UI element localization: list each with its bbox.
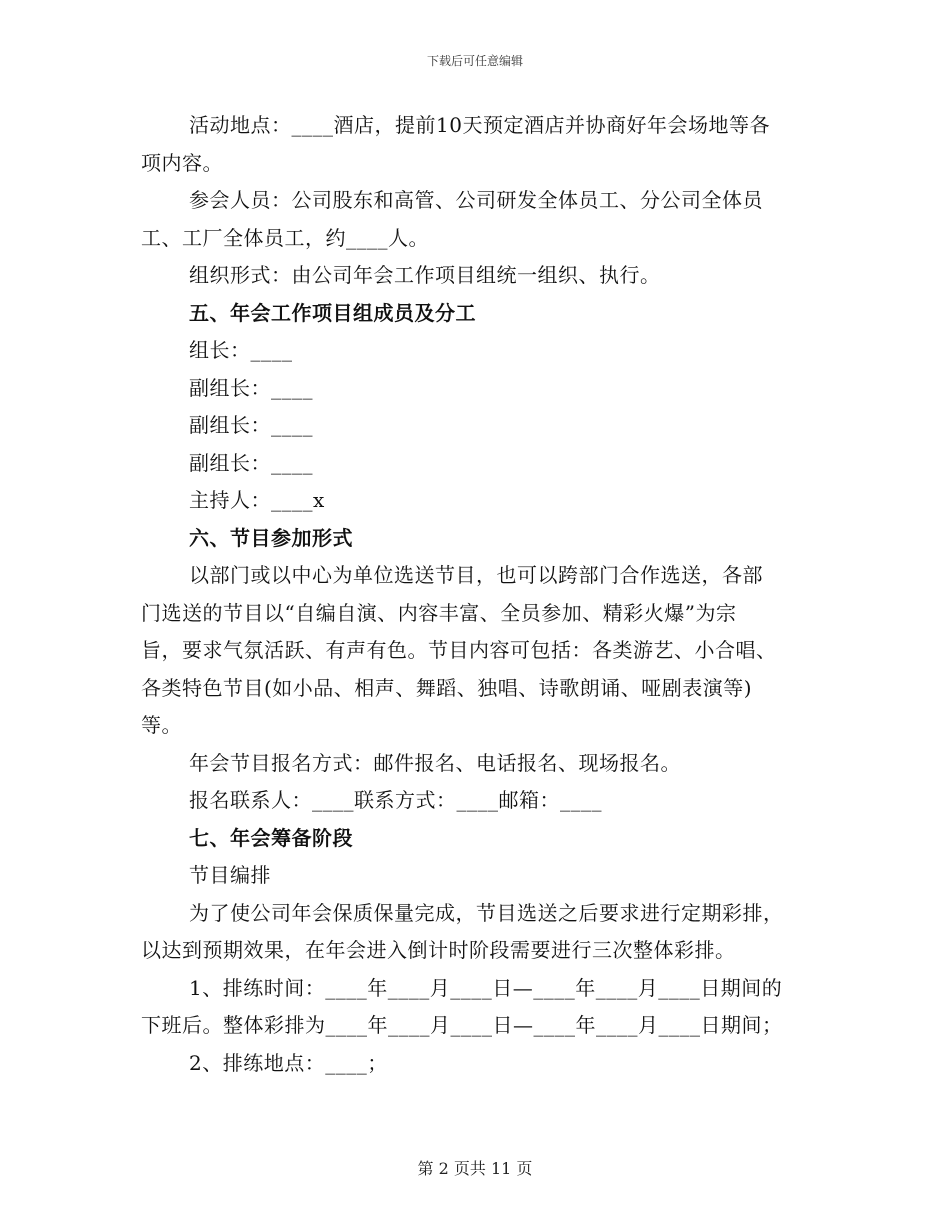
signup-contact-line: 报名联系人：____联系方式：____邮箱：____ — [189, 788, 602, 812]
deputy-leader-line-2: 副组长：____ — [189, 413, 313, 437]
venue-line-1: 活动地点：____酒店，提前10天预定酒店并协商好年会场地等各 — [189, 113, 770, 137]
rehearsal-time-line-2: 下班后。整体彩排为____年____月____日—____年____月____日期间； — [141, 1013, 783, 1037]
rehearsal-intro-line-2: 以达到预期效果，在年会进入倒计时阶段需要进行三次整体彩排。 — [141, 938, 736, 962]
page-header: 下载后可任意编辑 — [426, 54, 523, 68]
venue-line-2: 项内容。 — [141, 150, 223, 175]
program-line-2: 门选送的节目以“自编自演、内容丰富、全员参加、精彩火爆”为宗 — [141, 600, 737, 625]
signup-method-line: 年会节目报名方式：邮件报名、电话报名、现场报名。 — [189, 750, 681, 775]
organization-line: 组织形式：由公司年会工作项目组统一组织、执行。 — [189, 263, 661, 287]
rehearsal-place-line: 2、排练地点：____； — [189, 1050, 388, 1075]
rehearsal-time-line-1: 1、排练时间：____年____月____日—____年____月____日期间的 — [189, 975, 783, 1000]
attendees-line-1: 参会人员：公司股东和高管、公司研发全体员工、分公司全体员 — [189, 188, 763, 212]
attendees-line-2: 工、工厂全体员工，约____人。 — [141, 225, 429, 250]
host-line: 主持人：____x — [189, 488, 325, 512]
program-line-3: 旨，要求气氛活跃、有声有色。节目内容可包括：各类游艺、小合唱、 — [141, 638, 777, 662]
deputy-leader-line-1: 副组长：____ — [189, 375, 313, 400]
document-body — [141, 107, 806, 1082]
section-heading-6: 六、节目参加形式 — [189, 525, 353, 550]
page-footer: 第 2 页共 11 页 — [417, 1159, 533, 1178]
deputy-leader-line-3: 副组长：____ — [189, 450, 313, 475]
subheading-program-arrangement: 节目编排 — [189, 863, 271, 887]
program-line-5: 等。 — [141, 713, 182, 737]
rehearsal-intro-line-1: 为了使公司年会保质保量完成，节目选送之后要求进行定期彩排， — [189, 900, 784, 925]
program-line-4: 各类特色节目(如小品、相声、舞蹈、独唱、诗歌朗诵、哑剧表演等) — [141, 675, 753, 700]
section-heading-5: 五、年会工作项目组成员及分工 — [189, 300, 476, 325]
section-heading-7: 七、年会筹备阶段 — [189, 825, 353, 850]
program-line-1: 以部门或以中心为单位选送节目，也可以跨部门合作选送，各部 — [189, 563, 763, 587]
team-leader-line: 组长：____ — [189, 338, 293, 362]
